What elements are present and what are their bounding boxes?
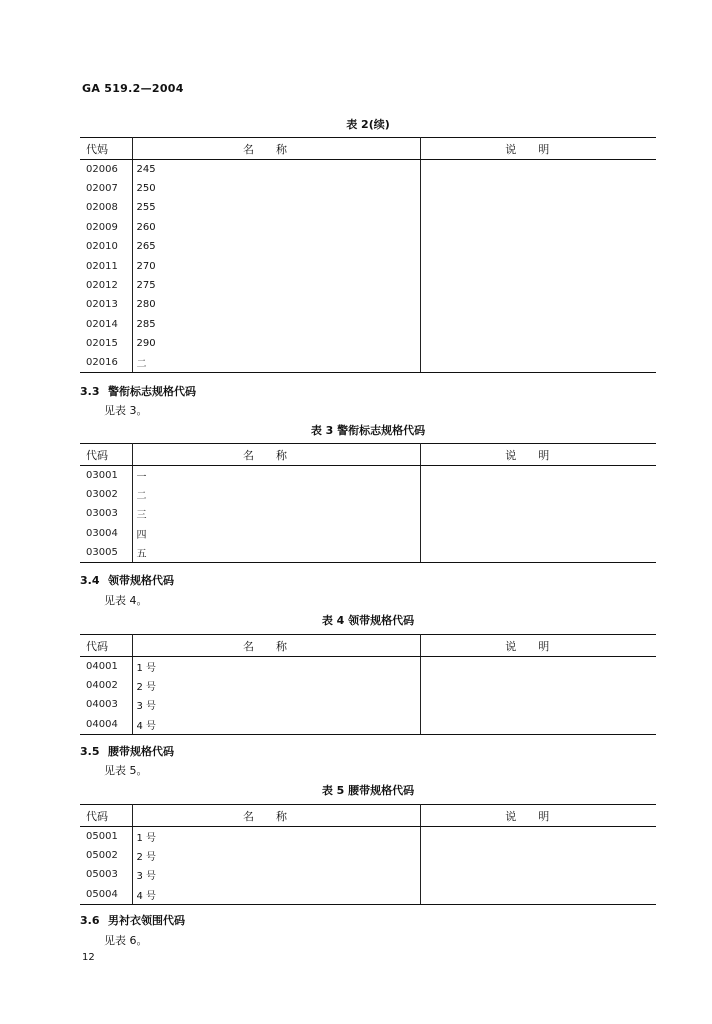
row-name: 五 <box>132 543 420 562</box>
table5 <box>80 804 656 905</box>
row-code: 03004 <box>80 524 132 543</box>
col-desc-header: 说明 <box>420 805 656 827</box>
row-name: 290 <box>132 334 420 353</box>
table-row <box>80 504 656 523</box>
row-desc <box>420 715 656 734</box>
section-number: 3.6 <box>80 914 100 927</box>
row-name: 二 <box>132 485 420 504</box>
section-title: 男衬衣领围代码 <box>108 914 185 927</box>
row-name: 265 <box>132 237 420 256</box>
row-code: 02010 <box>80 237 132 256</box>
row-name: 1 号 <box>132 657 420 676</box>
table4-body <box>80 657 656 735</box>
row-code: 02006 <box>80 160 132 179</box>
row-name: 三 <box>132 504 420 523</box>
row-desc <box>420 179 656 198</box>
col-code-header: 代码 <box>80 444 132 466</box>
row-code: 05002 <box>80 846 132 865</box>
row-desc <box>420 276 656 295</box>
row-name: 255 <box>132 198 420 217</box>
table-row <box>80 524 656 543</box>
row-desc <box>420 466 656 485</box>
table-row <box>80 485 656 504</box>
col-desc-header: 说明 <box>420 444 656 466</box>
row-name: 245 <box>132 160 420 179</box>
row-code: 02015 <box>80 334 132 353</box>
row-name: 4 号 <box>132 715 420 734</box>
row-desc <box>420 865 656 884</box>
table-row <box>80 353 656 372</box>
table-row <box>80 695 656 714</box>
row-desc <box>420 256 656 275</box>
table-row <box>80 198 656 217</box>
page-number: 12 <box>82 952 95 963</box>
col-name-header: 名称 <box>132 444 420 466</box>
table-row <box>80 543 656 562</box>
section-title: 腰带规格代码 <box>108 745 174 758</box>
row-code: 02013 <box>80 295 132 314</box>
row-code: 03003 <box>80 504 132 523</box>
table-row <box>80 256 656 275</box>
row-code: 04002 <box>80 676 132 695</box>
table2-body <box>80 160 656 373</box>
col-name-header: 名称 <box>132 635 420 657</box>
section-title: 警衔标志规格代码 <box>108 385 196 398</box>
table3-caption: 表 3 警衔标志规格代码 <box>310 424 426 437</box>
row-desc <box>420 485 656 504</box>
table-row <box>80 846 656 865</box>
row-code: 05003 <box>80 865 132 884</box>
table-row <box>80 466 656 485</box>
row-desc <box>420 543 656 562</box>
row-desc <box>420 198 656 217</box>
row-code: 04004 <box>80 715 132 734</box>
row-code: 02008 <box>80 198 132 217</box>
row-code: 02009 <box>80 218 132 237</box>
row-name: 3 号 <box>132 695 420 714</box>
table4-caption: 表 4 领带规格代码 <box>321 614 415 627</box>
table2 <box>80 137 656 373</box>
row-name: 2 号 <box>132 676 420 695</box>
row-name: 280 <box>132 295 420 314</box>
table4 <box>80 634 656 735</box>
table-row <box>80 676 656 695</box>
row-desc <box>420 695 656 714</box>
col-desc-header: 说明 <box>420 138 656 160</box>
row-name: 四 <box>132 524 420 543</box>
row-name: 270 <box>132 256 420 275</box>
col-desc-header: 说明 <box>420 635 656 657</box>
row-desc <box>420 885 656 904</box>
row-name: 1 号 <box>132 827 420 846</box>
section-3-3 <box>80 383 196 399</box>
col-code-header: 代码 <box>80 635 132 657</box>
row-name: 一 <box>132 466 420 485</box>
table5-header-row <box>80 805 656 827</box>
table-row <box>80 827 656 846</box>
section-number: 3.4 <box>80 574 100 587</box>
row-desc <box>420 657 656 676</box>
standard-header: GA 519.2—2004 <box>82 82 184 95</box>
table5-caption: 表 5 腰带规格代码 <box>321 784 415 797</box>
row-name: 260 <box>132 218 420 237</box>
table3-header-row <box>80 444 656 466</box>
table-row <box>80 276 656 295</box>
row-code: 03002 <box>80 485 132 504</box>
row-name: 285 <box>132 315 420 334</box>
table-row <box>80 237 656 256</box>
row-code: 02016 <box>80 353 132 372</box>
section-title: 领带规格代码 <box>108 574 174 587</box>
table3 <box>80 443 656 563</box>
see-table-4: 见表 4。 <box>104 594 148 607</box>
section-3-4 <box>80 572 174 588</box>
table2-caption: 表 2(续) <box>346 118 390 131</box>
table-row <box>80 179 656 198</box>
row-desc <box>420 334 656 353</box>
row-code: 03005 <box>80 543 132 562</box>
section-3-5 <box>80 743 174 759</box>
row-name: 275 <box>132 276 420 295</box>
col-code-header: 代码 <box>80 805 132 827</box>
row-desc <box>420 676 656 695</box>
row-desc <box>420 218 656 237</box>
row-desc <box>420 237 656 256</box>
row-desc <box>420 160 656 179</box>
row-code: 02012 <box>80 276 132 295</box>
row-desc <box>420 827 656 846</box>
row-desc <box>420 315 656 334</box>
row-desc <box>420 846 656 865</box>
section-number: 3.3 <box>80 385 100 398</box>
row-name: 4 号 <box>132 885 420 904</box>
col-name-header: 名称 <box>132 138 420 160</box>
table-row <box>80 715 656 734</box>
table-row <box>80 160 656 179</box>
row-code: 04003 <box>80 695 132 714</box>
col-name-header: 名称 <box>132 805 420 827</box>
row-code: 02014 <box>80 315 132 334</box>
row-code: 03001 <box>80 466 132 485</box>
row-name: 2 号 <box>132 846 420 865</box>
see-table-3: 见表 3。 <box>104 404 148 417</box>
table-row <box>80 295 656 314</box>
table4-header-row <box>80 635 656 657</box>
table2-header-row <box>80 138 656 160</box>
row-name: 二 <box>132 353 420 372</box>
table-row <box>80 315 656 334</box>
see-table-6: 见表 6。 <box>104 934 148 947</box>
row-desc <box>420 295 656 314</box>
row-code: 02007 <box>80 179 132 198</box>
table-row <box>80 885 656 904</box>
row-desc <box>420 524 656 543</box>
table-row <box>80 865 656 884</box>
row-code: 05001 <box>80 827 132 846</box>
row-code: 02011 <box>80 256 132 275</box>
table-row <box>80 334 656 353</box>
col-code-header: 代妈 <box>80 138 132 160</box>
table-row <box>80 218 656 237</box>
see-table-5: 见表 5。 <box>104 764 148 777</box>
table3-body <box>80 466 656 563</box>
table5-body <box>80 827 656 905</box>
row-desc <box>420 353 656 372</box>
row-name: 250 <box>132 179 420 198</box>
section-3-6 <box>80 912 185 928</box>
row-name: 3 号 <box>132 865 420 884</box>
row-code: 05004 <box>80 885 132 904</box>
table-row <box>80 657 656 676</box>
section-number: 3.5 <box>80 745 100 758</box>
row-desc <box>420 504 656 523</box>
row-code: 04001 <box>80 657 132 676</box>
